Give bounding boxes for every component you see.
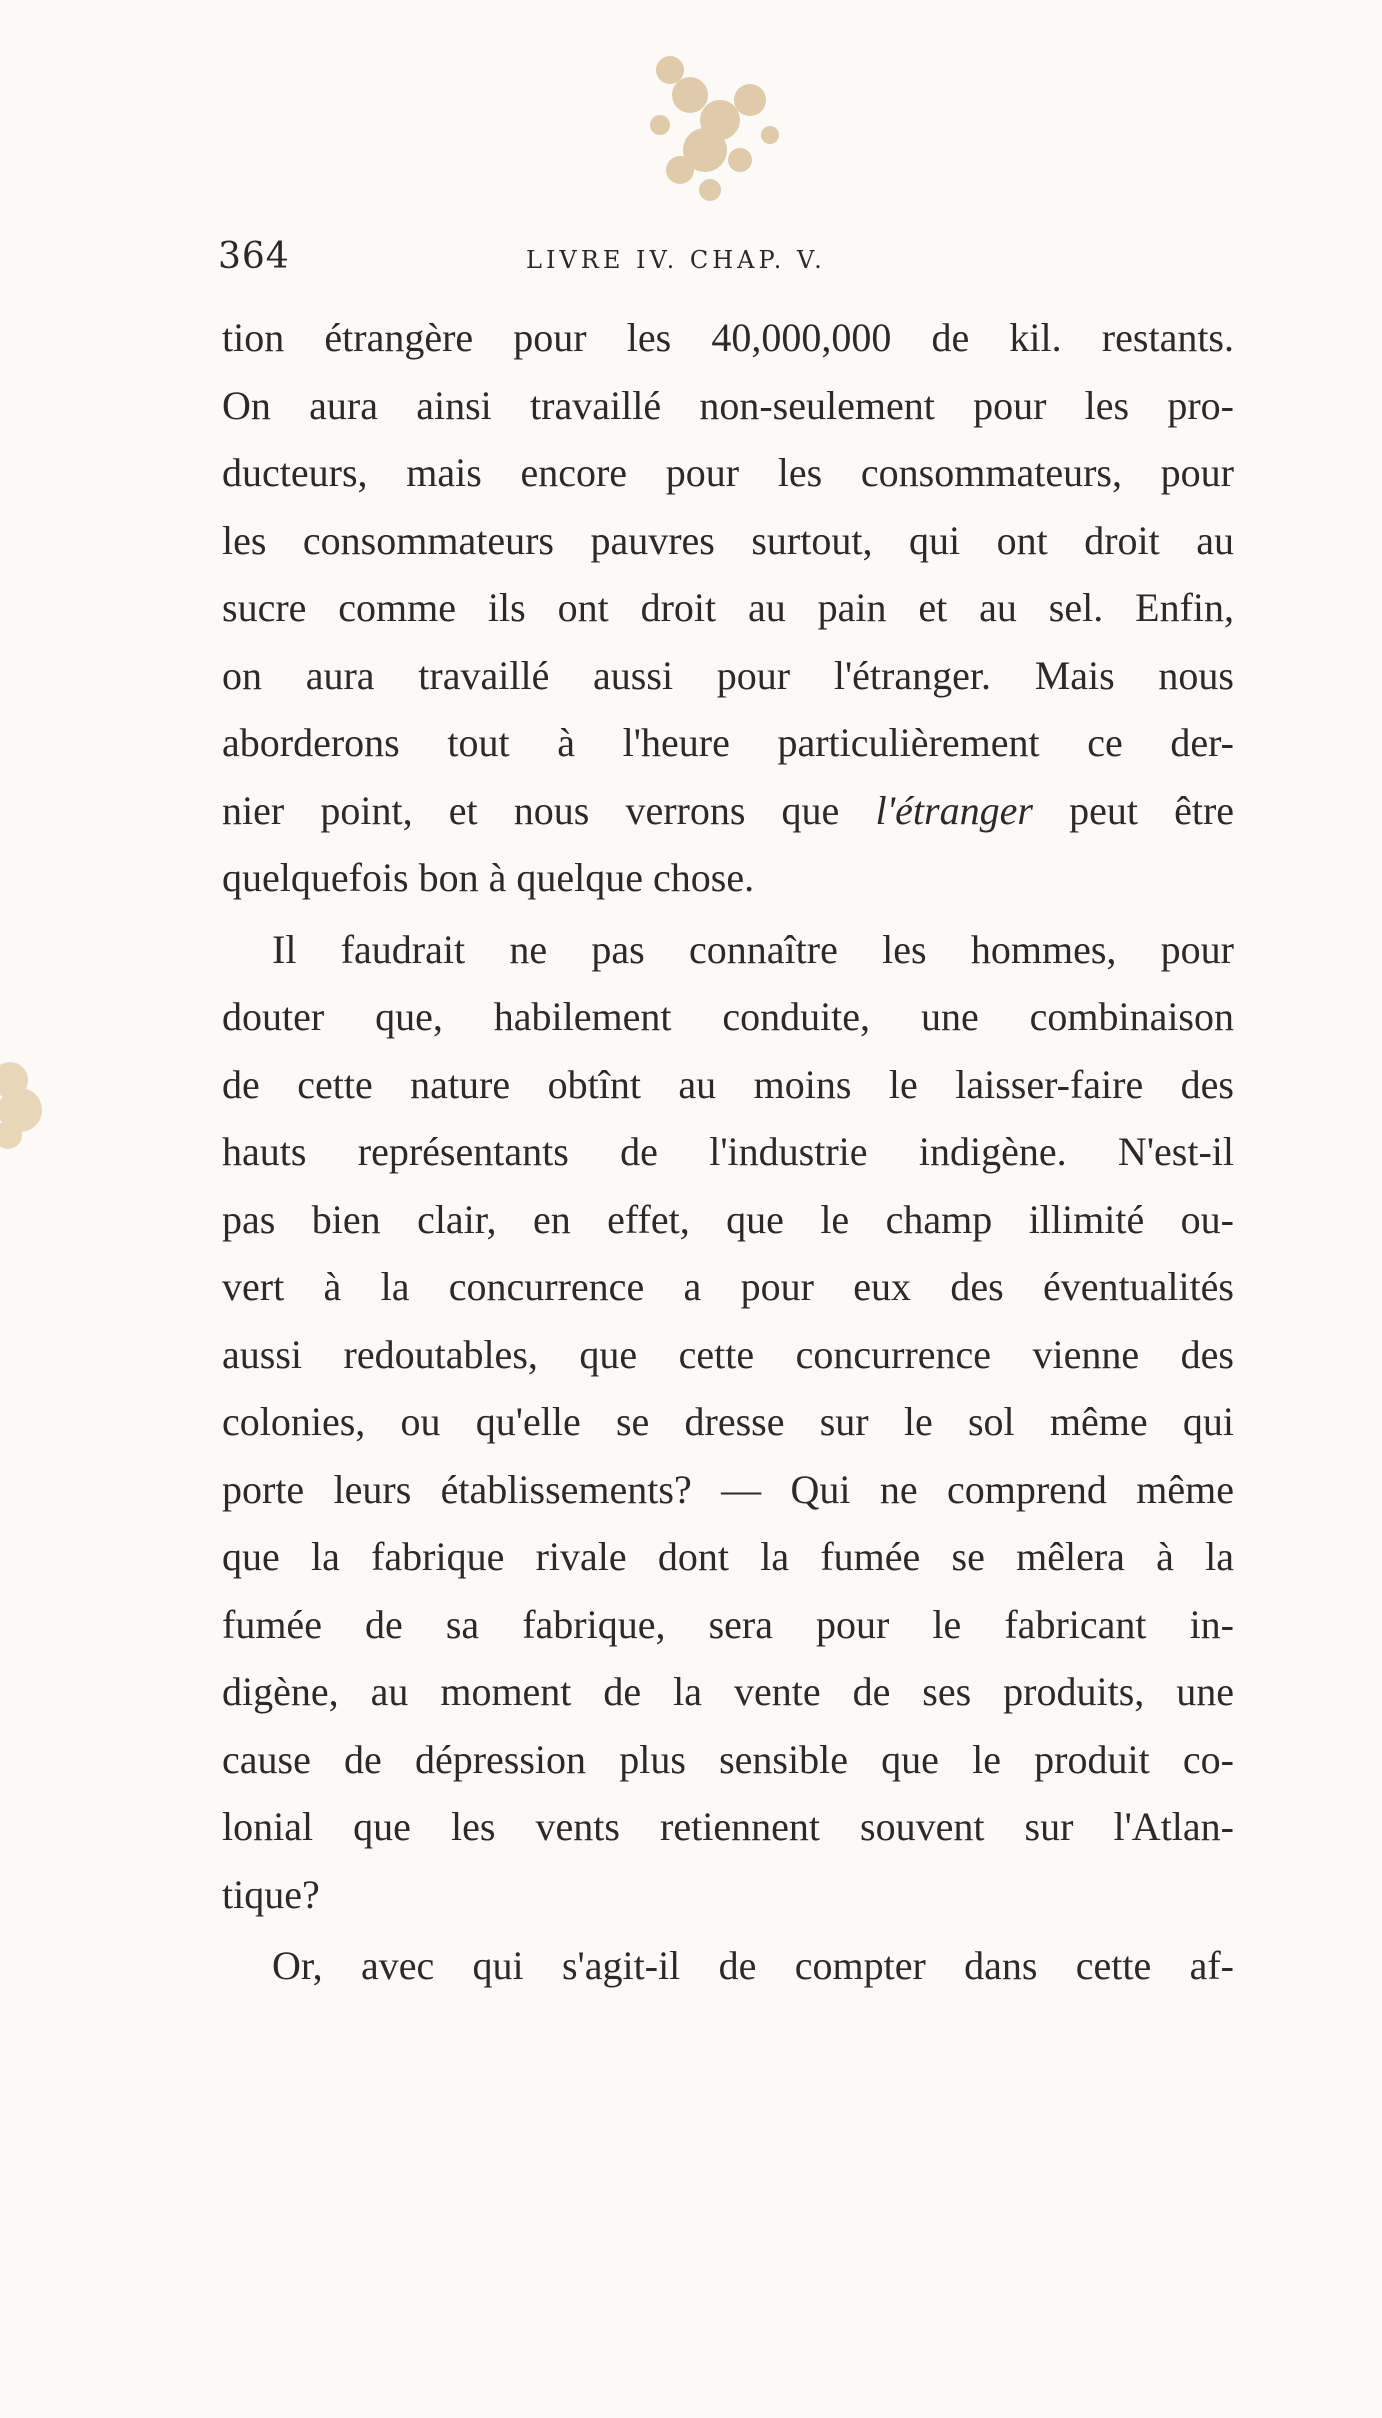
text-line: porte leurs établissements? — Qui ne comprend même <box>222 1466 1234 1512</box>
running-head <box>218 236 1228 296</box>
text-line: Il faudrait ne pas connaître les hommes, pour <box>272 926 1234 972</box>
text-line: aussi redoutables, que cette concurrence vienne des <box>222 1331 1234 1377</box>
paragraph-2 <box>222 916 1234 1929</box>
running-title: LIVRE IV. CHAP. V. <box>526 246 826 274</box>
text-line: tique? <box>222 1871 320 1917</box>
text-line: digène, au moment de la vente de ses produits, une <box>222 1669 1234 1714</box>
text-line: sucre comme ils ont droit au pain et au sel. Enfin, <box>222 585 1234 630</box>
text-line: aborderons tout à l'heure particulièrement ce der- <box>222 720 1234 765</box>
text-line: les consommateurs pauvres surtout, qui ont droit au <box>222 517 1234 563</box>
text-line: ducteurs, mais encore pour les consommateurs, pour <box>222 450 1234 495</box>
page-number: 364 <box>218 236 290 277</box>
text-line-with-italic <box>222 777 1234 845</box>
text-line: tion étrangère pour les 40,000,000 de kil. restants. <box>222 315 1234 360</box>
edge-stain <box>0 1050 60 1160</box>
text-segment: nier point, et nous verrons que <box>222 787 840 833</box>
paragraph-3 <box>222 1932 1234 2000</box>
text-line: vert à la concurrence a pour eux des éventualités <box>222 1264 1234 1309</box>
text-line: douter que, habilement conduite, une combinaison <box>222 994 1234 1039</box>
text-line: Or, avec qui s'agit-il de compter dans cette af- <box>272 1943 1234 1988</box>
body-text <box>222 304 1234 2000</box>
foxing-stain-ornament <box>610 40 800 220</box>
paragraph-1 <box>222 304 1234 912</box>
text-line: quelquefois bon à quelque chose. <box>222 855 755 900</box>
text-segment: peut être <box>1069 787 1235 833</box>
text-line: fumée de sa fabrique, sera pour le fabricant in- <box>222 1601 1234 1647</box>
text-line: pas bien clair, en effet, que le champ illimité ou- <box>222 1196 1234 1242</box>
text-line: On aura ainsi travaillé non-seulement pour les pro- <box>222 382 1234 428</box>
text-line: de cette nature obtînt au moins le laisser-faire des <box>222 1061 1234 1107</box>
text-line: cause de dépression plus sensible que le produit co- <box>222 1736 1234 1782</box>
text-line: hauts représentants de l'industrie indigène. N'est-il <box>222 1129 1234 1174</box>
text-line: on aura travaillé aussi pour l'étranger. Mais nous <box>222 652 1234 698</box>
text-line: lonial que les vents retiennent souvent sur l'Atlan- <box>222 1804 1234 1849</box>
text-line: colonies, ou qu'elle se dresse sur le sol même qui <box>222 1399 1234 1444</box>
italic-word: l'étranger <box>875 787 1033 833</box>
text-line: que la fabrique rivale dont la fumée se mêlera à la <box>222 1534 1234 1579</box>
